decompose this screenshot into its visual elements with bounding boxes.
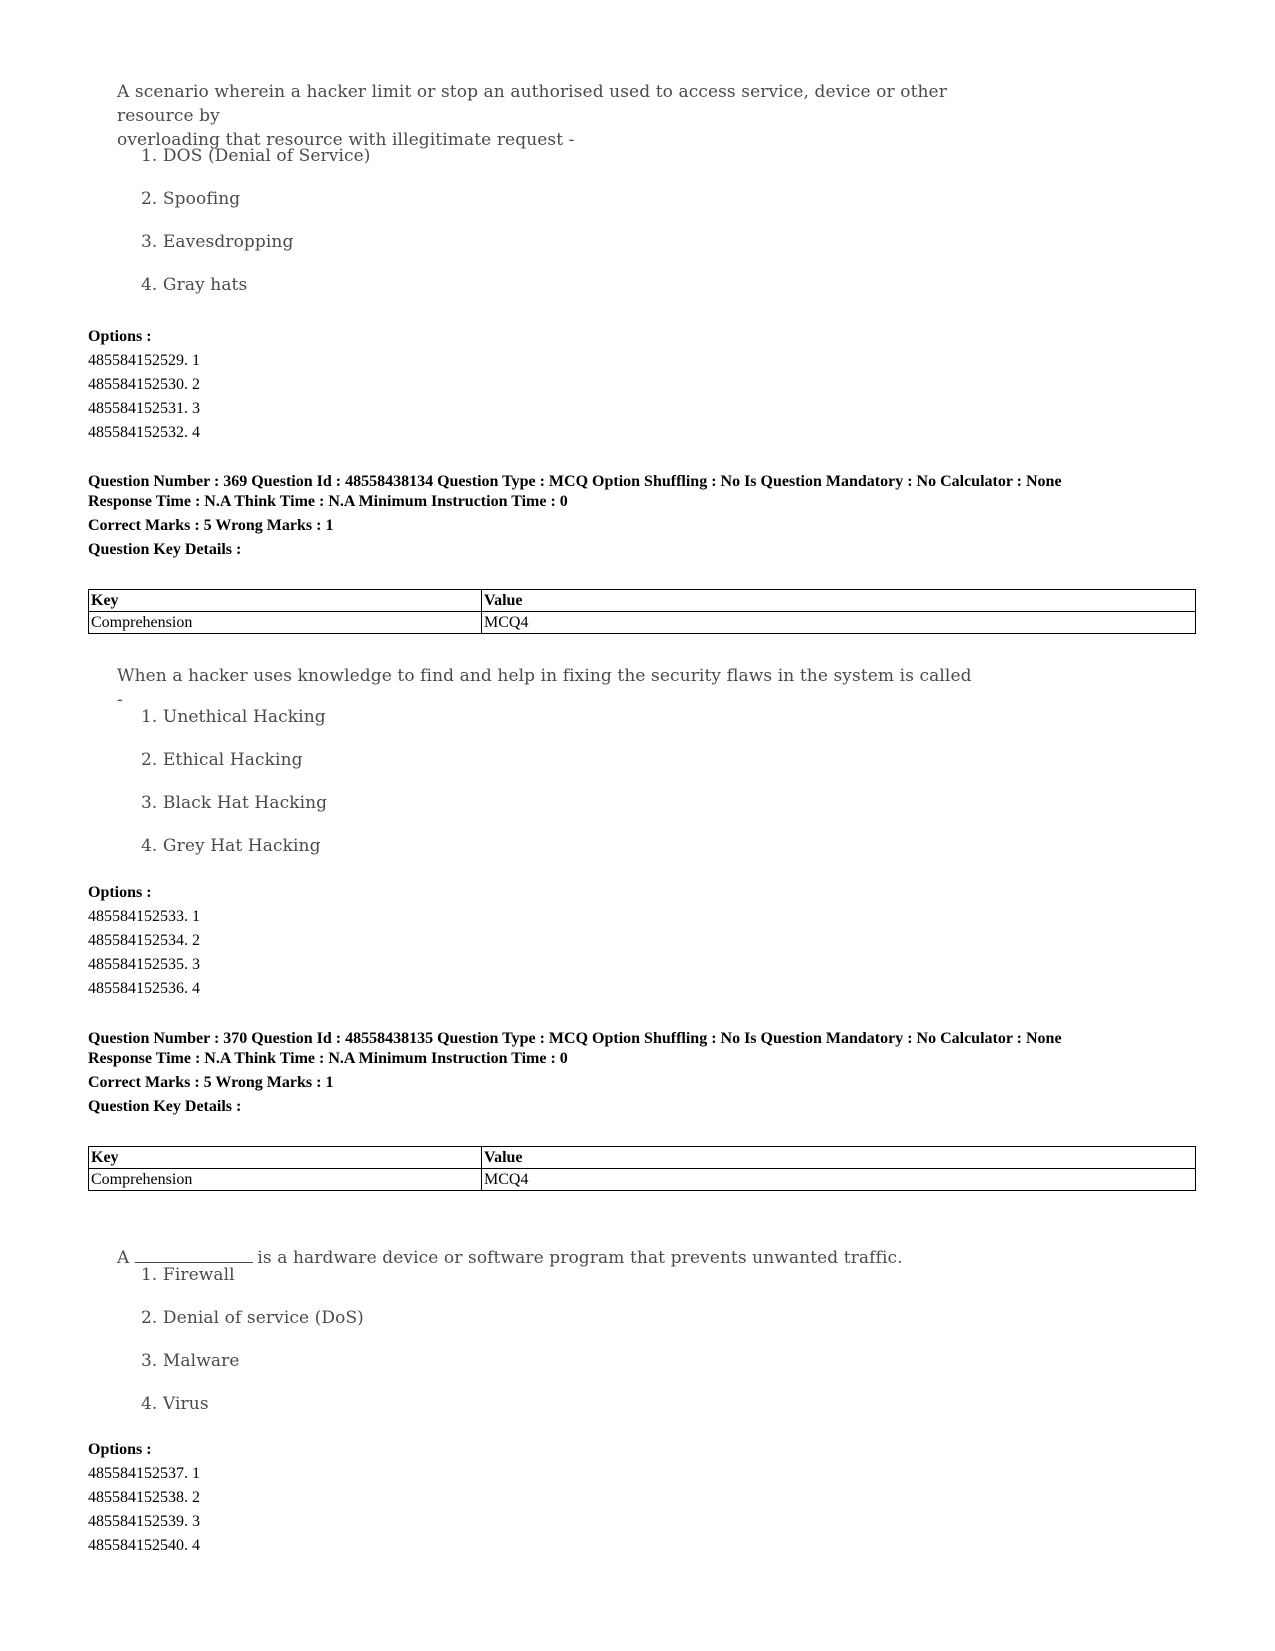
table-header-row — [89, 1147, 1196, 1169]
table-cell: Comprehension — [89, 1169, 482, 1191]
key-details-table — [88, 589, 1196, 634]
table-row — [89, 612, 1196, 634]
question-choice: 1. Unethical Hacking — [141, 707, 326, 727]
question-meta-369 — [88, 472, 1062, 562]
question-choice: 4. Gray hats — [141, 275, 248, 295]
question-choice: 4. Grey Hat Hacking — [141, 836, 321, 856]
option-line: 485584152540. 4 — [88, 1537, 200, 1554]
option-line: 485584152538. 2 — [88, 1489, 200, 1506]
question-choice: 4. Virus — [141, 1394, 209, 1414]
option-line: 485584152531. 3 — [88, 400, 200, 417]
options-label: Options : — [88, 1441, 152, 1458]
table-cell: MCQ4 — [482, 612, 1196, 634]
table-header-cell: Value — [482, 1147, 1196, 1169]
option-line: 485584152539. 3 — [88, 1513, 200, 1530]
question-stem: When a hacker uses knowledge to find and help in fixing the security flaws in the system is called - — [117, 666, 972, 710]
option-line: 485584152535. 3 — [88, 956, 200, 973]
question-choice: 1. DOS (Denial of Service) — [141, 146, 371, 166]
question-image-369 — [117, 664, 977, 874]
question-choice: 2. Ethical Hacking — [141, 750, 303, 770]
question-meta-line: Question Number : 370 Question Id : 48558438135 Question Type : MCQ Option Shuffling : No Is Question Mandatory : No Calculator : None — [88, 1030, 1062, 1047]
option-line: 485584152536. 4 — [88, 980, 200, 997]
question-choice: 1. Firewall — [141, 1265, 235, 1285]
table-cell: MCQ4 — [482, 1169, 1196, 1191]
option-line: 485584152537. 1 — [88, 1465, 200, 1482]
options-section — [88, 881, 200, 1001]
question-choice: 2. Spoofing — [141, 189, 241, 209]
table-header-cell: Value — [482, 590, 1196, 612]
question-stem: A scenario wherein a hacker limit or stop an authorised used to access service, device or other resource by overloading that resource with illegitimate request - — [117, 82, 947, 150]
question-choice: 2. Denial of service (DoS) — [141, 1308, 364, 1328]
marks-line: Correct Marks : 5 Wrong Marks : 1 — [88, 1074, 334, 1091]
table-header-cell: Key — [89, 590, 482, 612]
options-label: Options : — [88, 328, 152, 345]
question-stem — [117, 1222, 977, 1270]
option-line: 485584152533. 1 — [88, 908, 200, 925]
question-meta-line: Question Number : 369 Question Id : 48558438134 Question Type : MCQ Option Shuffling : No Is Question Mandatory : No Calculator : None — [88, 473, 1062, 490]
question-image-370 — [117, 1222, 977, 1432]
option-line: 485584152529. 1 — [88, 352, 200, 369]
options-section — [88, 325, 200, 445]
key-details-table — [88, 1146, 1196, 1191]
table-header-row — [89, 590, 1196, 612]
table-cell: Comprehension — [89, 612, 482, 634]
table-row — [89, 1169, 1196, 1191]
question-meta-line: Response Time : N.A Think Time : N.A Minimum Instruction Time : 0 — [88, 493, 568, 510]
options-label: Options : — [88, 884, 152, 901]
key-details-label: Question Key Details : — [88, 1098, 242, 1115]
table-header-cell: Key — [89, 1147, 482, 1169]
question-choice: 3. Malware — [141, 1351, 240, 1371]
options-section — [88, 1438, 200, 1558]
question-stem-end: is a hardware device or software program that prevents unwanted traffic. — [257, 1248, 903, 1268]
marks-line: Correct Marks : 5 Wrong Marks : 1 — [88, 517, 334, 534]
option-line: 485584152532. 4 — [88, 424, 200, 441]
option-line: 485584152530. 2 — [88, 376, 200, 393]
question-image-368 — [117, 80, 977, 310]
question-choice: 3. Eavesdropping — [141, 232, 294, 252]
option-line: 485584152534. 2 — [88, 932, 200, 949]
question-meta-370 — [88, 1029, 1062, 1119]
question-meta-line: Response Time : N.A Think Time : N.A Minimum Instruction Time : 0 — [88, 1050, 568, 1067]
fill-in-blank — [135, 1248, 253, 1263]
question-choice: 3. Black Hat Hacking — [141, 793, 328, 813]
question-stem-start: A — [117, 1248, 130, 1268]
key-details-label: Question Key Details : — [88, 541, 242, 558]
